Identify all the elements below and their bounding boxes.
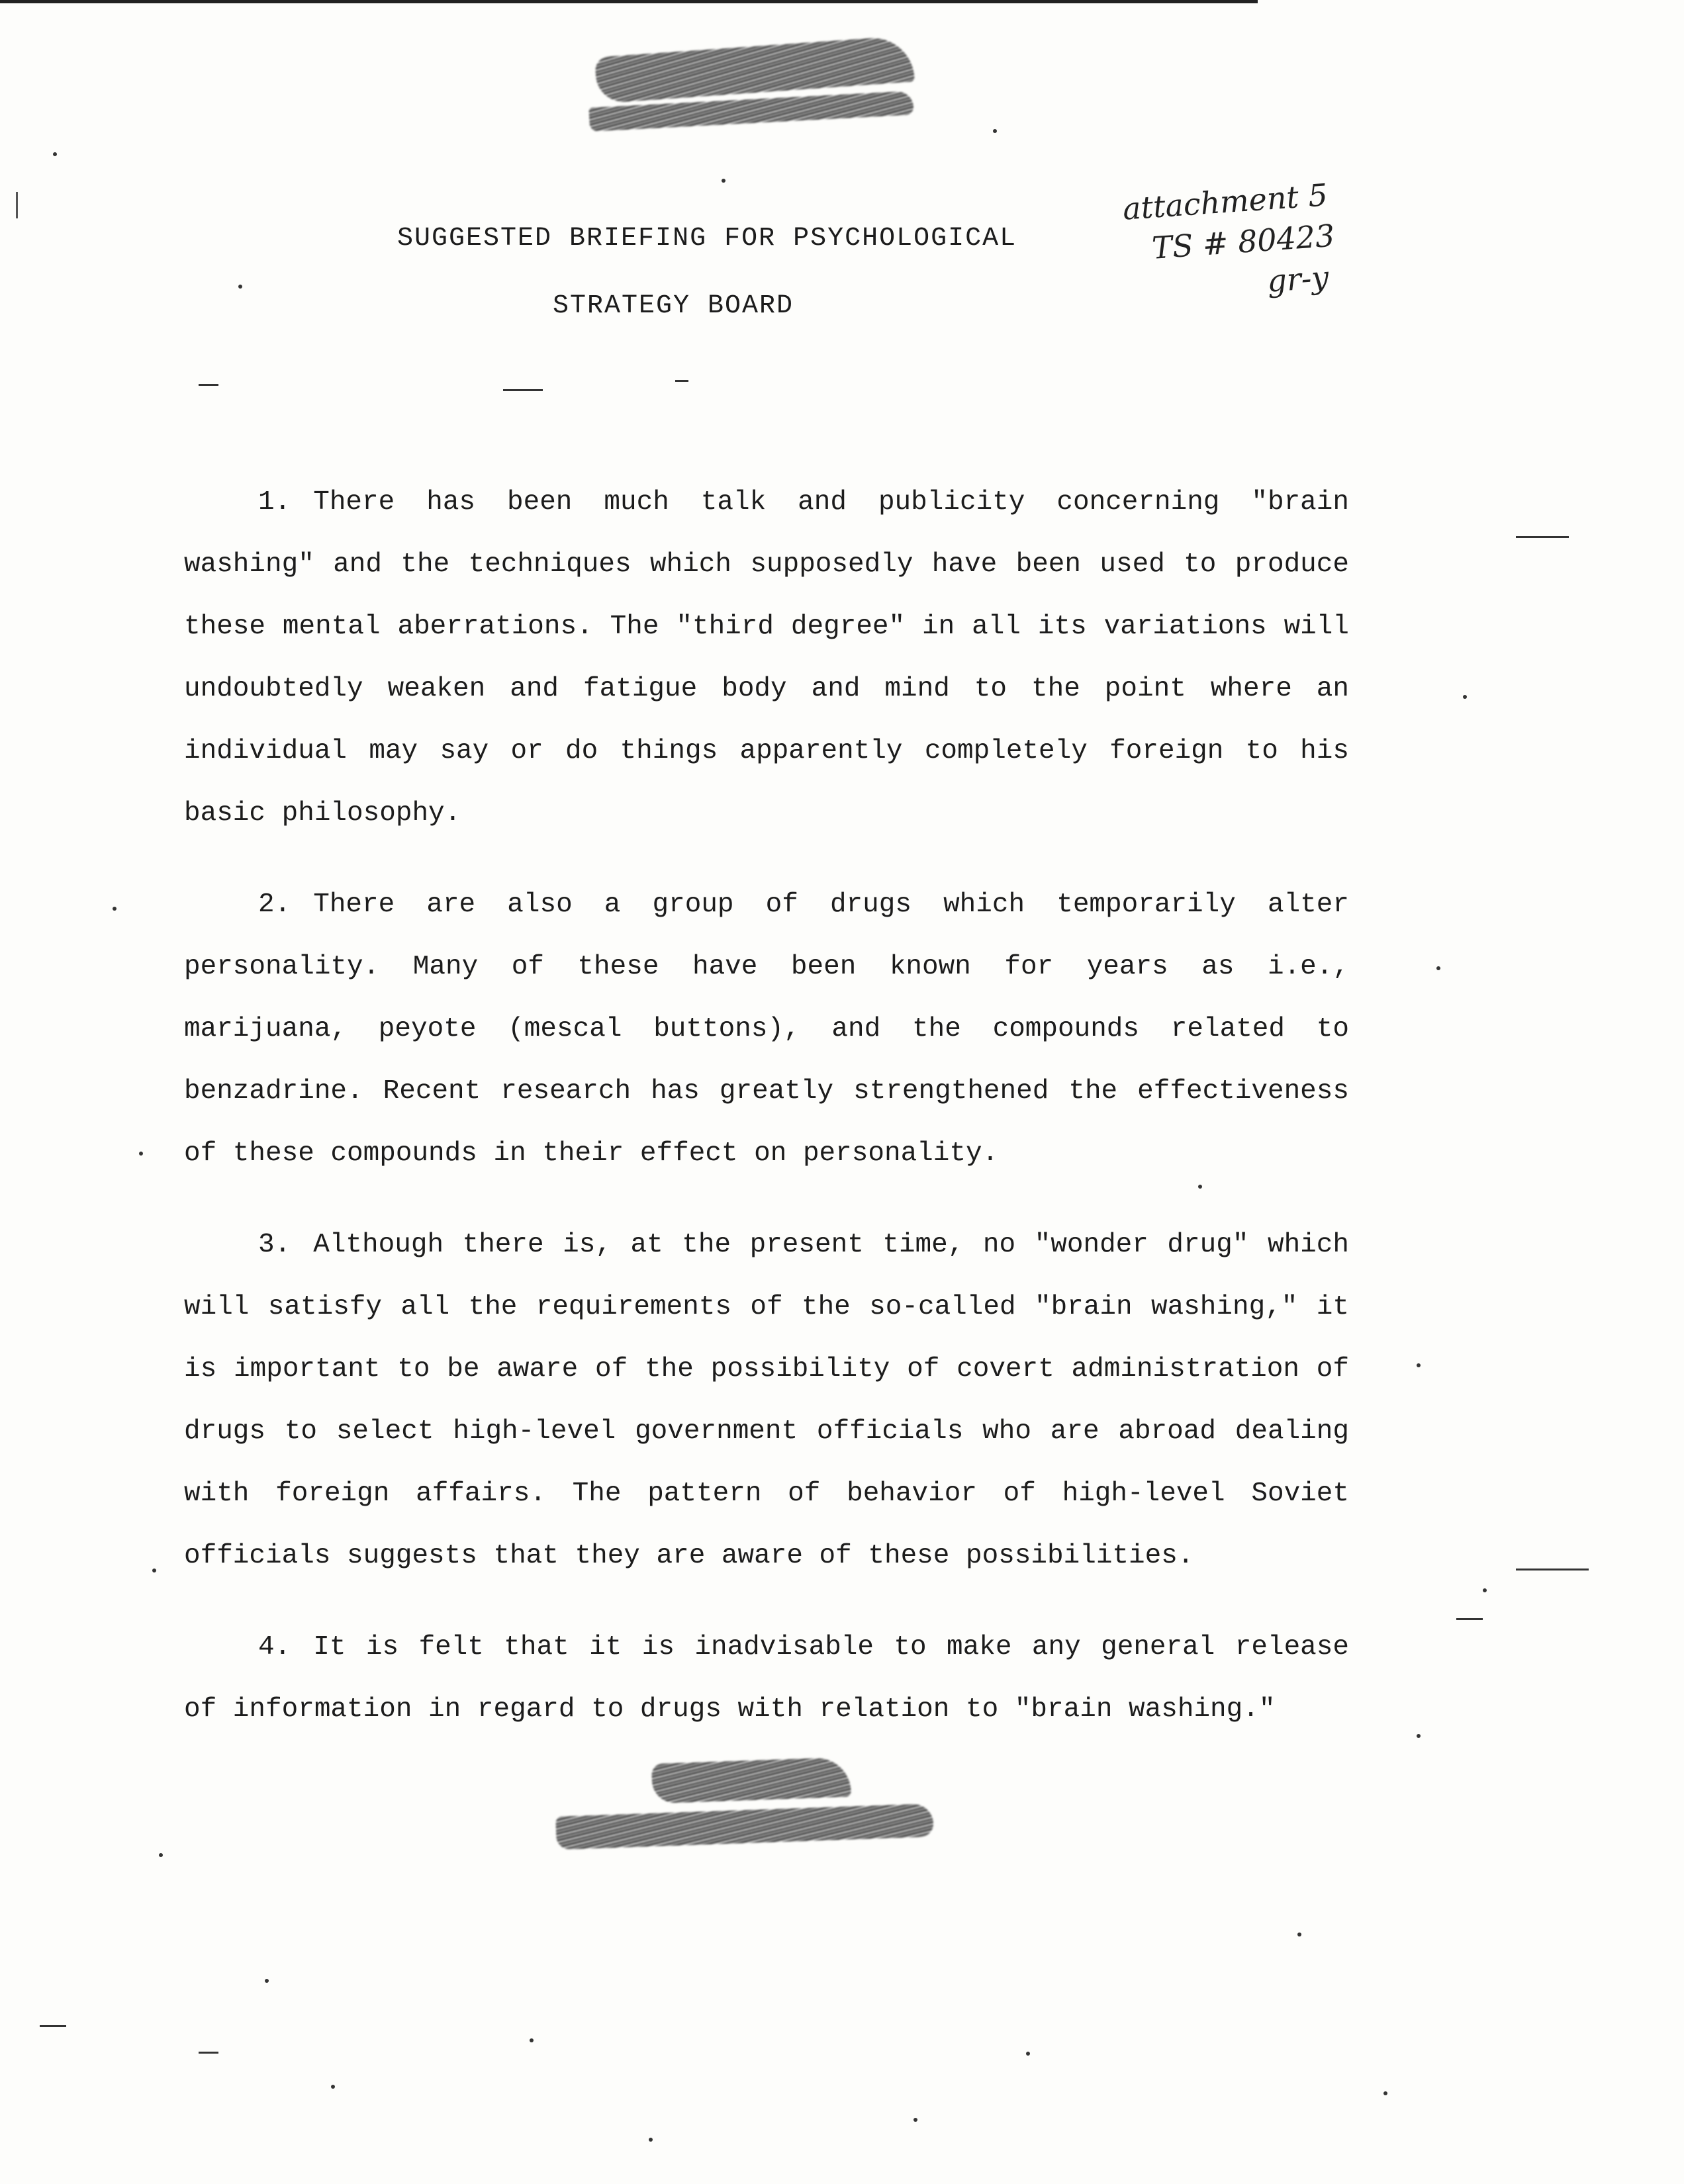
scan-artifact bbox=[199, 2052, 218, 2054]
redaction-mark-bottom bbox=[651, 1757, 851, 1803]
document-title-line-2: STRATEGY BOARD bbox=[553, 291, 794, 321]
scan-speck bbox=[993, 129, 997, 133]
handwritten-note-line-1: attachment 5 bbox=[1121, 177, 1329, 227]
scan-speck bbox=[1417, 1363, 1421, 1367]
scan-speck bbox=[113, 907, 117, 911]
scan-artifact bbox=[199, 384, 218, 386]
paragraph-4-number: 4. bbox=[258, 1632, 291, 1662]
scan-speck bbox=[1297, 1933, 1301, 1936]
scan-speck bbox=[331, 2085, 335, 2089]
scan-speck bbox=[1463, 695, 1467, 699]
scan-speck bbox=[1198, 1185, 1202, 1189]
scan-speck bbox=[238, 285, 242, 289]
scan-speck bbox=[1436, 966, 1440, 970]
document-title-line-1: SUGGESTED BRIEFING FOR PSYCHOLOGICAL bbox=[397, 224, 1017, 253]
paragraph-4-text: It is felt that it is inadvisable to make any general release of information in regard to drugs with relation to "brain washing." bbox=[184, 1632, 1349, 1725]
scan-speck bbox=[265, 1979, 269, 1983]
paragraph-2 bbox=[184, 874, 1349, 1185]
top-edge-rule bbox=[0, 0, 1258, 3]
scan-speck bbox=[722, 179, 725, 183]
scan-speck bbox=[530, 2038, 534, 2042]
left-margin-mark bbox=[16, 192, 18, 218]
paragraph-1 bbox=[184, 471, 1349, 844]
paragraph-2-text: There are also a group of drugs which temporarily alter personality. Many of these have been known for years as i.e., marijuana, peyote (mescal buttons), and the compounds related to benzadrine. Recent research has greatly strengthened the effectiveness of these compounds in their effect on personality. bbox=[184, 889, 1349, 1169]
paragraph-4 bbox=[184, 1616, 1349, 1741]
paragraph-2-number: 2. bbox=[258, 889, 291, 920]
paragraph-1-number: 1. bbox=[258, 487, 291, 518]
scan-speck bbox=[139, 1152, 143, 1156]
scan-artifact bbox=[1516, 1569, 1589, 1570]
document-body bbox=[184, 471, 1349, 1770]
scan-speck bbox=[53, 152, 57, 156]
scan-speck bbox=[913, 2118, 917, 2122]
redaction-mark-bottom-lower bbox=[555, 1803, 933, 1850]
scan-artifact bbox=[503, 389, 543, 391]
scan-artifact bbox=[675, 380, 688, 382]
scan-speck bbox=[1483, 1588, 1487, 1592]
paragraph-1-text: There has been much talk and publicity concerning "brain washing" and the techniques which supposedly have been used to produce these mental aberrations. The "third degree" in all its variations will undoubtedly weaken and fatigue body and mind to the point where an individual may say or do things apparently completely foreign to his basic philosophy. bbox=[184, 487, 1349, 829]
scan-artifact bbox=[1456, 1618, 1483, 1620]
scan-speck bbox=[159, 1853, 163, 1857]
handwritten-note-line-2: TS # 80423 bbox=[1150, 217, 1336, 266]
scan-artifact bbox=[1516, 536, 1569, 538]
paragraph-3-text: Although there is, at the present time, no "wonder drug" which will satisfy all the requirements of the so-called "brain washing," it is important to be aware of the possibility of covert administration of drugs to select high-level government officials who are abroad dealing with foreign affairs. The pattern of behavior of high-level Soviet officials suggests that they are aware of these possibilities. bbox=[184, 1230, 1349, 1571]
scan-artifact bbox=[40, 2025, 66, 2027]
scan-speck bbox=[649, 2138, 653, 2142]
scan-speck bbox=[152, 1569, 156, 1572]
paragraph-3-number: 3. bbox=[258, 1230, 291, 1260]
scan-speck bbox=[1026, 2052, 1030, 2056]
handwritten-note-line-3: gr-y bbox=[1266, 259, 1330, 299]
scan-speck bbox=[1383, 2091, 1387, 2095]
paragraph-3 bbox=[184, 1214, 1349, 1587]
scan-speck bbox=[1417, 1734, 1421, 1738]
